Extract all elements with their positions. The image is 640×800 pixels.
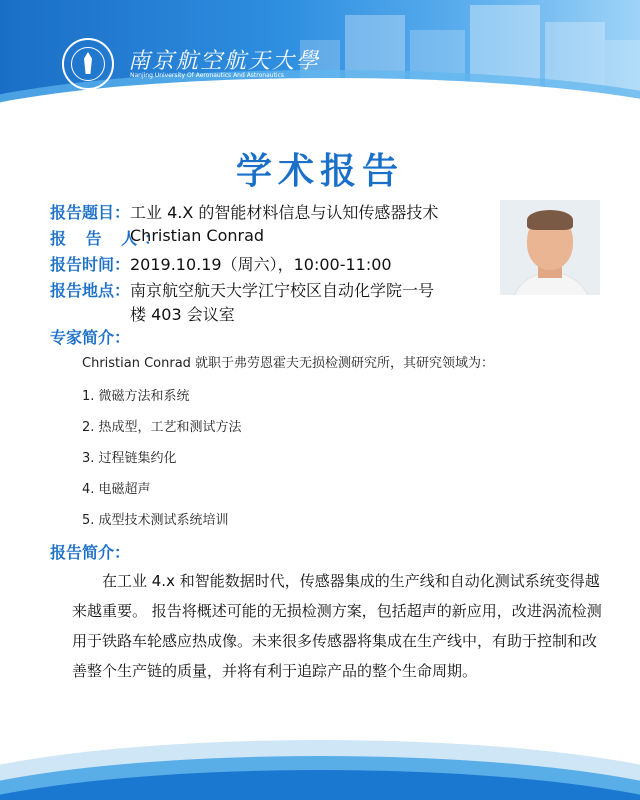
footer-wave (0, 730, 640, 800)
place-label: 报告地点： (50, 281, 131, 300)
abstract-line: 在工业 4.x 和智能数据时代，传感器集成的生产线和自动化测试系统变得越 (102, 572, 600, 590)
speaker-value: Christian Conrad (130, 226, 265, 245)
report-heading: 报告简介： (50, 543, 131, 562)
topic-value: 工业 4.X 的智能材料信息与认知传感器技术 (130, 203, 439, 222)
university-logo-icon (62, 38, 114, 90)
speaker-label: 报 告 人： (50, 229, 168, 248)
expert-item: 4. 电磁超声 (82, 482, 151, 497)
speaker-photo (500, 200, 600, 295)
abstract-line: 来越重要。 报告将概述可能的无损检测方案，包括超声的新应用，改进涡流检测 (72, 602, 602, 620)
time-value: 2019.10.19（周六），10:00-11:00 (130, 255, 392, 274)
time-row (50, 252, 392, 275)
university-name: 南京航空航天大學 (128, 49, 321, 74)
expert-item: 5. 成型技术测试系统培训 (82, 513, 229, 528)
topic-row (50, 200, 438, 223)
abstract-line: 善整个生产链的质量，并将有利于追踪产品的整个生命周期。 (72, 662, 478, 680)
place-row (50, 278, 434, 301)
expert-intro: Christian Conrad 就职于弗劳恩霍夫无损检测研究所，其研究领域为： (82, 356, 495, 371)
place-value-line1: 南京航空航天大学江宁校区自动化学院一号 (130, 281, 435, 300)
topic-label: 报告题目： (50, 203, 131, 222)
header-banner (0, 0, 640, 130)
speaker-row (50, 226, 264, 249)
place-value-line2: 楼 403 会议室 (130, 305, 235, 324)
expert-item: 1. 微磁方法和系统 (82, 389, 190, 404)
abstract-line: 用于铁路车轮感应热成像。未来很多传感器将集成在生产线中，有助于控制和改 (72, 632, 598, 650)
time-label: 报告时间： (50, 255, 131, 274)
expert-item: 3. 过程链集约化 (82, 451, 177, 466)
expert-item: 2. 热成型，工艺和测试方法 (82, 420, 242, 435)
report-abstract (72, 566, 612, 686)
page-title: 学术报告 (235, 151, 404, 192)
expert-heading: 专家简介： (50, 328, 131, 347)
university-name-en: Nanjing University Of Aeronautics And Astronautics (130, 72, 285, 79)
